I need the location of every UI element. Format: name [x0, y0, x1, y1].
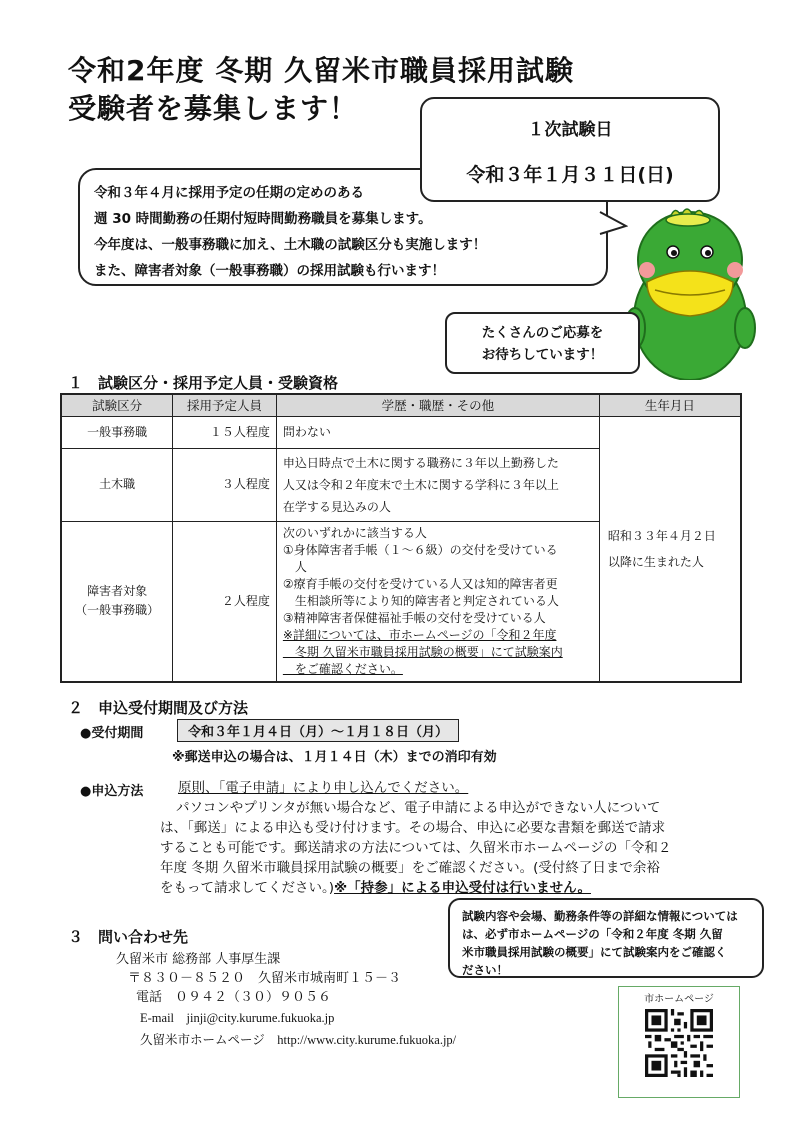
- qr-code-icon[interactable]: [645, 1009, 713, 1077]
- method-line: をもって請求してください。): [160, 880, 335, 896]
- contact-phone: 電話 ０９４２（３０）９０５６: [136, 990, 332, 1005]
- section-1-heading: １ 試験区分・採用予定人員・受験資格: [68, 374, 339, 392]
- details-info-box: [448, 898, 764, 978]
- requirements-cell: [276, 448, 599, 521]
- mascot-message-line: たくさんのご応募を: [481, 325, 604, 341]
- exam-date-box: [420, 97, 720, 202]
- intro-line: 令和３年４月に採用予定の任期の定めのある: [94, 185, 364, 201]
- title-line-1: 令和2年度 冬期 久留米市職員採用試験: [68, 54, 574, 87]
- mascot-message-box: [445, 312, 640, 374]
- requirement-line: 人: [282, 559, 307, 574]
- requirement-line: をご確認ください。: [282, 661, 403, 676]
- requirement-line: ①身体障害者手帳（１～６級）の交付を受けている: [282, 542, 558, 557]
- period-label: ●受付期間: [80, 726, 144, 741]
- contact-org: 久留米市 総務部 人事厚生課: [116, 952, 281, 967]
- contact-address: 〒８３０－８５２０ 久留米市城南町１５－３: [128, 971, 402, 986]
- requirement-line: 問わない: [282, 424, 331, 439]
- method-lead: [178, 778, 468, 798]
- column-header: 採用予定人員: [173, 394, 277, 416]
- table-header-row: [61, 394, 741, 416]
- period-value-box: 令和３年１月４日（月）～１月１８日（月）: [177, 719, 459, 742]
- requirements-cell: [276, 521, 599, 682]
- title-line-2: 受験者を募集します！: [68, 92, 359, 125]
- requirement-line: 冬期 久留米市職員採用試験の概要」にて試験案内: [282, 644, 563, 659]
- category-cell: 土木職: [61, 448, 173, 521]
- qr-caption: 市ホームページ: [644, 994, 714, 1005]
- category-line: 障害者対象: [87, 584, 148, 598]
- method-line: することも可能です。郵送請求の方法については、久留米市ホームページの「令和２: [160, 840, 672, 856]
- requirement-line: ※詳細については、市ホームページの「令和２年度: [282, 627, 557, 642]
- column-header: 学歴・職歴・その他: [276, 394, 599, 416]
- count-cell: ２人程度: [173, 521, 277, 682]
- method-line: パソコンやプリンタが無い場合など、電子申請による申込ができない人について: [176, 800, 661, 816]
- contact-homepage[interactable]: 久留米市ホームページ http://www.city.kurume.fukuoka.jp/: [140, 1033, 457, 1047]
- section-3-heading: ３ 問い合わせ先: [68, 928, 189, 946]
- requirement-line: ③精神障害者保健福祉手帳の交付を受けている人: [282, 610, 546, 625]
- qr-box: [618, 986, 740, 1098]
- method-line: は、「郵送」による申込も受け付けます。その場合、申込に必要な書類を郵送で請求: [160, 820, 666, 836]
- info-line: ださい！: [462, 963, 508, 977]
- method-body: [160, 798, 740, 898]
- info-line: 米市職員採用試験の概要」にて試験案内をご確認く: [462, 945, 727, 959]
- column-header: 生年月日: [599, 394, 741, 416]
- requirement-line: 人又は令和２年度末で土木に関する学科に３年以上: [282, 477, 559, 492]
- contact-email[interactable]: E-mail jinji@city.kurume.fukuoka.jp: [140, 1011, 335, 1025]
- mascot-message-line: お待ちしています！: [481, 347, 604, 363]
- requirements-cell: [276, 416, 599, 448]
- requirement-line: 在学する見込みの人: [282, 499, 391, 514]
- intro-line: 週 30 時間勤務の任期付短時間勤務職員を募集します。: [94, 211, 432, 227]
- no-in-person-note: ※「持参」による申込受付は行いません。: [334, 880, 591, 896]
- method-lead-text: 原則、「電子申請」により申し込んでください。: [178, 780, 469, 796]
- requirement-line: ②療育手帳の交付を受けている人又は知的障害者更: [282, 576, 558, 591]
- requirement-line: 生相談所等により知的障害者と判定されている人: [282, 593, 559, 608]
- method-line-last: [160, 878, 740, 898]
- exam-date-value: 令和３年１月３１日(日): [466, 164, 674, 186]
- exam-date-label: １次試験日: [527, 120, 613, 140]
- intro-line: 今年度は、一般事務職に加え、土木職の試験区分も実施します！: [94, 237, 487, 253]
- count-cell: ３人程度: [173, 448, 277, 521]
- column-header: 試験区分: [61, 394, 173, 416]
- requirement-line: 次のいずれかに該当する人: [282, 525, 427, 540]
- birth-date-cell: [599, 416, 741, 682]
- birth-line: 昭和３３年４月２日: [607, 528, 716, 543]
- count-cell: １５人程度: [173, 416, 277, 448]
- info-line: 試験内容や会場、勤務条件等の詳細な情報については: [462, 909, 738, 923]
- category-cell: 一般事務職: [61, 416, 173, 448]
- mail-deadline-note: ※郵送申込の場合は、１月１４日（木）までの消印有効: [172, 750, 497, 765]
- category-line: （一般事務職）: [75, 603, 160, 617]
- method-label: ●申込方法: [80, 784, 144, 799]
- intro-line: また、障害者対象（一般事務職）の採用試験も行います！: [94, 263, 445, 279]
- birth-line: 以降に生まれた人: [607, 554, 704, 569]
- exam-category-table: [60, 393, 742, 683]
- requirement-line: 申込日時点で土木に関する職務に３年以上勤務した: [282, 455, 559, 470]
- info-line: は、必ず市ホームページの「令和２年度 冬期 久留: [462, 927, 723, 941]
- method-line: 年度 冬期 久留米市職員採用試験の概要」をご確認ください。(受付終了日まで余裕: [160, 860, 660, 876]
- table-row: [61, 416, 741, 448]
- section-2-heading: ２ 申込受付期間及び方法: [68, 699, 249, 717]
- category-cell: [61, 521, 173, 682]
